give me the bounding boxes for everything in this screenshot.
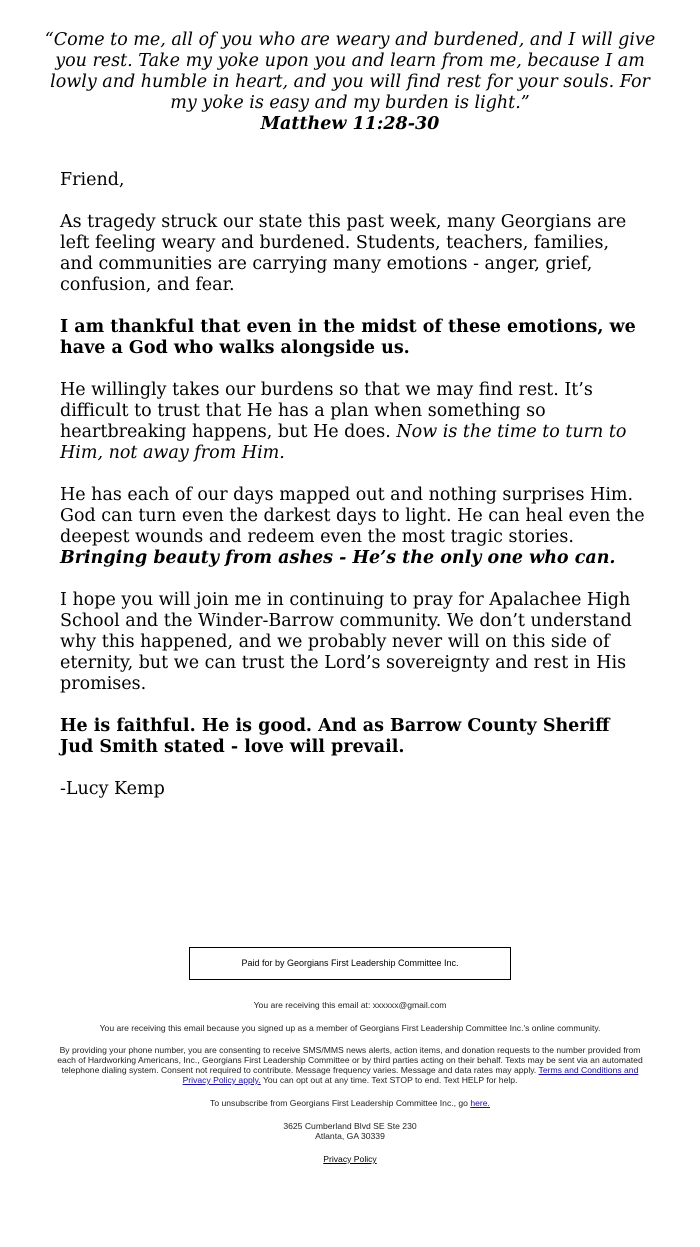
paragraph-2-bold: I am thankful that even in the midst of these emotions, we have a God who walks alongside us. xyxy=(60,317,636,358)
paragraph-3-text: He willingly takes our burdens so that we may find rest. It’s difficult to trust that He has a plan when something so heartbreaking happens, but He does. xyxy=(60,380,593,442)
paid-for-box: Paid for by Georgians First Leadership Committee Inc. xyxy=(189,947,511,980)
greeting: Friend, xyxy=(60,170,125,190)
sms-consent xyxy=(50,1045,650,1085)
paragraph-6-bold: He is faithful. He is good. And as Barrow County Sheriff Jud Smith stated - love will prevail. xyxy=(60,716,610,757)
terms-privacy-link[interactable]: Terms and Conditions and Privacy Policy apply. xyxy=(182,1065,639,1085)
paragraph-3-italic: Now is the time to turn to Him, not away from Him. xyxy=(60,422,627,463)
paragraph-4-bolditalic: Bringing beauty from ashes - He’s the only one who can. xyxy=(60,548,616,568)
paragraph-5: I hope you will join me in continuing to pray for Apalachee High School and the Winder-Barrow community. We don’t understand why this happened, and we probably never will on this side of eternity, but we can trust the Lord’s sovereignty and rest in His promises. xyxy=(60,590,632,694)
paragraph-1: As tragedy struck our state this past week, many Georgians are left feeling weary and burdened. Students, teachers, families, and communities are carrying many emotions - anger, grief, confusion, and fear. xyxy=(60,212,627,295)
signature: -Lucy Kemp xyxy=(60,779,165,799)
quote-text: “Come to me, all of you who are weary and burdened, and I will give you rest. Take my yoke upon you and learn from me, because I am lowly and humble in heart, and you will find rest for your souls. For my yoke is easy and my burden is light.” xyxy=(44,30,656,113)
sms-consent-text-end: You can opt out at any time. Text STOP to end. Text HELP for help. xyxy=(260,1075,518,1085)
address-line-1: 3625 Cumberland Blvd SE Ste 230 xyxy=(283,1121,417,1131)
address-line-2: Atlanta, GA 30339 xyxy=(315,1131,385,1141)
letter xyxy=(60,170,645,821)
sms-consent-text: By providing your phone number, you are consenting to receive SMS/MMS news alerts, action items, and donation requests to the number provided from each of Hardworking Americans, Inc., Georgians First Leadership Committee or by third parties acting on their behalf. Texts may be sent via an automated telephone dialing system. Consent not required to contribute. Message frequency varies. Message and data rates may apply. xyxy=(57,1045,643,1075)
quote-reference: Matthew 11:28-30 xyxy=(260,114,440,134)
privacy-policy-paragraph xyxy=(50,1154,650,1164)
paragraph-3 xyxy=(60,380,645,464)
privacy-policy-link[interactable]: Privacy Policy xyxy=(323,1154,377,1164)
unsubscribe-link[interactable]: here. xyxy=(470,1098,490,1108)
paragraph-4 xyxy=(60,485,645,569)
unsubscribe-notice xyxy=(50,1098,650,1108)
scripture-quote xyxy=(40,30,660,135)
subscription-reason: You are receiving this email because you signed up as a member of Georgians First Leadership Committee Inc.'s online community. xyxy=(99,1023,601,1033)
paragraph-4-text: He has each of our days mapped out and nothing surprises Him. God can turn even the darkest days to light. He can heal even the deepest wounds and redeem even the most tragic stories. xyxy=(60,485,645,547)
receiving-email-notice: You are receiving this email at: xxxxxx@gmail.com xyxy=(253,1000,447,1010)
unsubscribe-text: To unsubscribe from Georgians First Leadership Committee Inc., go xyxy=(210,1098,471,1108)
email-footer xyxy=(50,947,650,1164)
